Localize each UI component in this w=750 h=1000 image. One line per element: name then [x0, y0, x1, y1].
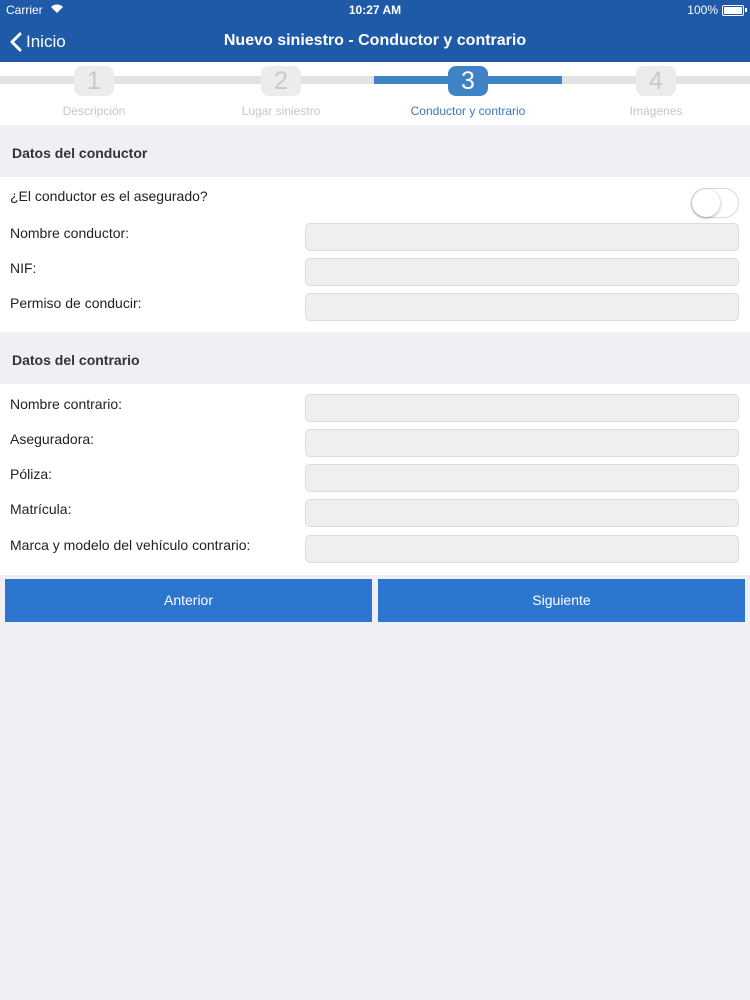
driver-name-label: Nombre conductor:	[10, 225, 130, 241]
plate-label: Matrícula:	[10, 501, 72, 517]
battery-icon	[722, 5, 744, 16]
nif-label: NIF:	[10, 260, 37, 276]
opponent-panel	[0, 384, 750, 575]
license-input[interactable]	[305, 293, 739, 321]
insurer-label: Aseguradora:	[10, 431, 95, 447]
wizard-stepper	[0, 62, 750, 125]
battery-percentage: 100%	[687, 3, 718, 17]
toggle-knob	[692, 189, 720, 217]
vehicle-model-input[interactable]	[305, 535, 739, 563]
status-time: 10:27 AM	[348, 3, 402, 17]
opponent-name-label: Nombre contrario:	[10, 396, 123, 412]
step-lugar-siniestro[interactable]	[187, 62, 375, 125]
nif-input[interactable]	[305, 258, 739, 286]
page-title: Nuevo siniestro - Conductor y contrario	[223, 32, 527, 49]
opponent-section-title: Datos del contrario	[12, 352, 140, 368]
step-descripcion[interactable]	[0, 62, 188, 125]
step-label: Imágenes	[629, 104, 683, 118]
step-number: 1	[74, 66, 114, 96]
step-number: 3	[448, 66, 488, 96]
policy-input[interactable]	[305, 464, 739, 492]
license-label: Permiso de conducir:	[10, 295, 142, 311]
navigation-bar	[0, 0, 750, 62]
policy-label: Póliza:	[10, 466, 53, 482]
opponent-name-input[interactable]	[305, 394, 739, 422]
vehicle-model-label: Marca y modelo del vehículo contrario:	[10, 537, 251, 553]
driver-section-title: Datos del conductor	[12, 145, 148, 161]
driver-name-input[interactable]	[305, 223, 739, 251]
step-conductor-y-contrario[interactable]	[374, 62, 562, 125]
step-number: 2	[261, 66, 301, 96]
driver-section-header	[0, 127, 750, 177]
back-label: Inicio	[26, 32, 66, 51]
carrier-label: Carrier	[6, 3, 43, 17]
opponent-section-header	[0, 334, 750, 384]
step-imagenes[interactable]	[562, 62, 750, 125]
insured-question-label: ¿El conductor es el asegurado?	[10, 188, 208, 204]
step-label: Lugar siniestro	[241, 104, 321, 118]
step-number: 4	[636, 66, 676, 96]
insurer-input[interactable]	[305, 429, 739, 457]
insured-toggle[interactable]	[691, 188, 739, 218]
battery-tip-icon	[745, 8, 747, 12]
status-bar	[0, 0, 750, 20]
plate-input[interactable]	[305, 499, 739, 527]
next-button[interactable]: Siguiente	[378, 579, 745, 622]
step-label: Conductor y contrario	[410, 104, 526, 118]
step-label: Descripción	[62, 104, 126, 118]
driver-panel	[0, 177, 750, 332]
previous-button[interactable]: Anterior	[5, 579, 372, 622]
